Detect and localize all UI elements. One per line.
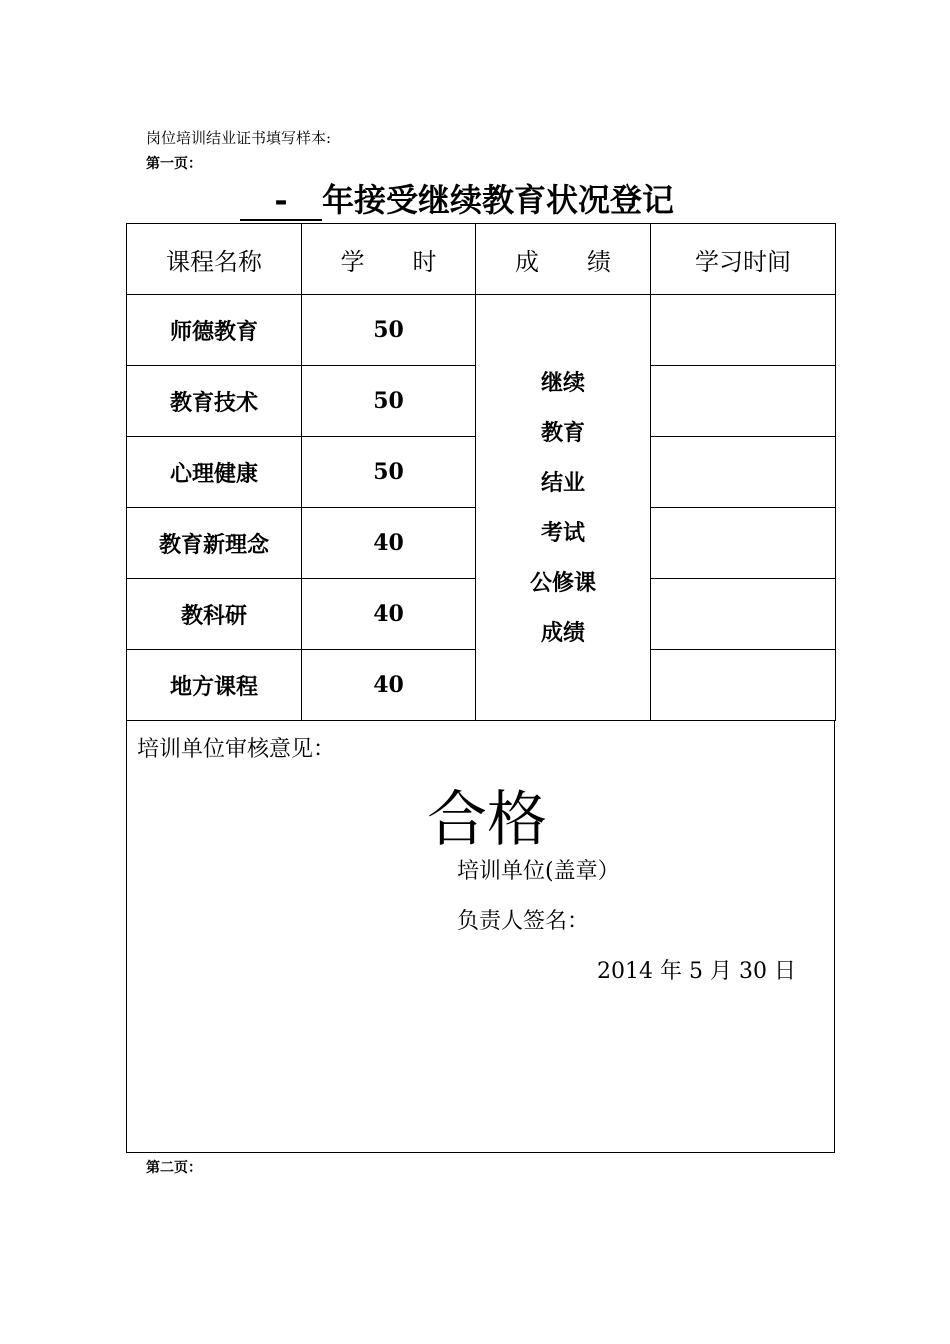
course-hours: 40: [302, 650, 476, 721]
course-name: 心理健康: [127, 437, 302, 508]
header-course: 课程名称: [127, 224, 302, 295]
title-text: 年接受继续教育状况登记: [322, 181, 675, 219]
course-hours: 40: [302, 579, 476, 650]
signer-label: 负责人签名：: [457, 909, 590, 934]
score-line: 公修课: [529, 569, 596, 596]
score-line: 继续: [540, 369, 585, 396]
header-score: 成 绩: [476, 224, 651, 295]
verdict-text: 合格: [427, 785, 547, 855]
course-hours: 50: [302, 437, 476, 508]
course-hours: 50: [302, 366, 476, 437]
course-name: 教育新理念: [127, 508, 302, 579]
header-hours: 学 时: [302, 224, 476, 295]
table-header-row: [127, 224, 836, 295]
page-title: [240, 175, 674, 221]
page-one-label: 第一页：: [146, 156, 202, 172]
review-date: 2014 年 5 月 30 日: [597, 959, 796, 984]
course-name: 教育技术: [127, 366, 302, 437]
intro-text: 岗位培训结业证书填写样本:: [146, 129, 332, 147]
study-time-cell: [651, 295, 836, 366]
header-study-time: 学习时间: [651, 224, 836, 295]
training-unit-stamp: 培训单位(盖章）: [457, 859, 620, 884]
study-time-cell: [651, 650, 836, 721]
study-time-cell: [651, 437, 836, 508]
review-label: 培训单位审核意见：: [137, 737, 336, 762]
table-row: [127, 295, 836, 366]
course-hours: 40: [302, 508, 476, 579]
course-hours: 50: [302, 295, 476, 366]
page-two-label: 第二页：: [146, 1160, 202, 1176]
registration-table: [126, 223, 836, 721]
course-name: 教科研: [127, 579, 302, 650]
score-line: 结业: [540, 469, 585, 496]
study-time-cell: [651, 366, 836, 437]
course-name: 师德教育: [127, 295, 302, 366]
score-line: 成绩: [540, 619, 585, 646]
review-section: [126, 720, 835, 1153]
score-line: 教育: [540, 419, 585, 446]
study-time-cell: [651, 508, 836, 579]
year-blank: -: [240, 181, 322, 221]
study-time-cell: [651, 579, 836, 650]
score-line: 考试: [540, 519, 585, 546]
course-name: 地方课程: [127, 650, 302, 721]
score-cell: [476, 295, 651, 721]
